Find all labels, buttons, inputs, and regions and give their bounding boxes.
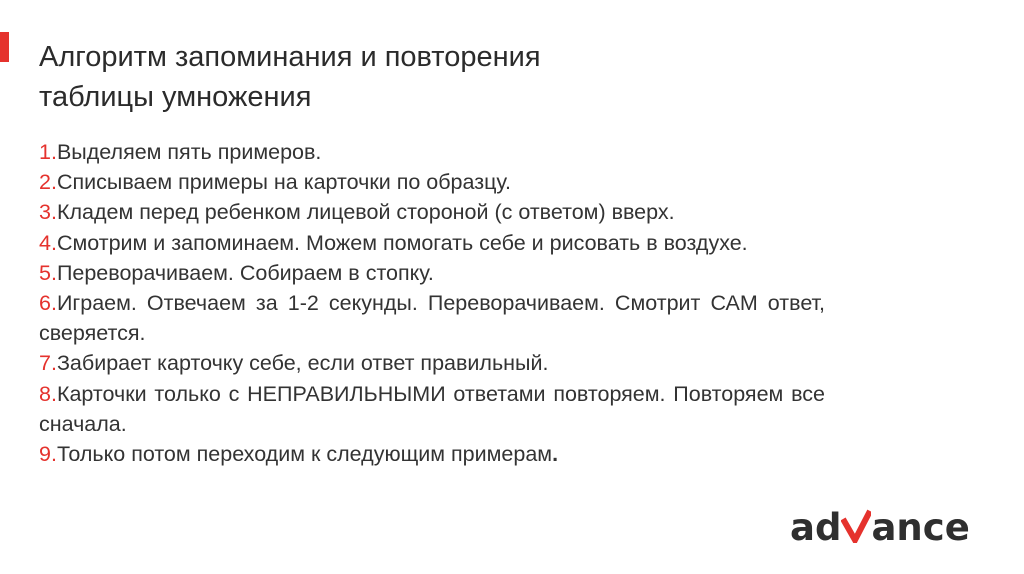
step-item xyxy=(39,167,825,197)
step-item xyxy=(39,439,825,469)
step-item xyxy=(39,197,825,227)
step-number: 8. xyxy=(39,381,57,406)
advance-logo xyxy=(790,502,990,554)
steps-list xyxy=(39,137,825,469)
logo-text-end: ance xyxy=(871,506,970,549)
step-number: 1. xyxy=(39,140,57,164)
step-text: Переворачиваем. Собираем в стопку. xyxy=(56,260,434,285)
step-item xyxy=(39,348,825,378)
step-item xyxy=(39,379,825,439)
step-text: Выделяем пять примеров. xyxy=(56,140,322,164)
step-text: Кладем перед ребенком лицевой стороной (с ответом) вверх. xyxy=(56,200,675,225)
slide-title-line-1: Алгоритм запоминания и повторения xyxy=(39,41,541,73)
step-item xyxy=(39,258,825,288)
accent-bar xyxy=(0,32,9,62)
step-text: Только потом переходим к следующим примерам xyxy=(56,442,553,467)
step-item xyxy=(39,288,825,348)
step-text: Забирает карточку себе, если ответ правильный. xyxy=(56,351,549,376)
step-number: 4. xyxy=(39,230,57,255)
step-number: 3. xyxy=(39,200,57,225)
slide-title xyxy=(39,37,799,117)
step-number: 5. xyxy=(39,260,57,285)
step-number: 2. xyxy=(39,170,57,195)
step-text: Списываем примеры на карточки по образцу. xyxy=(56,170,511,195)
check-mark-icon xyxy=(841,505,871,539)
step-number: 9. xyxy=(39,442,57,467)
step-end-period: . xyxy=(552,442,559,467)
step-text: Играем. Отвечаем за 1-2 секунды. Переворачиваем. Смотрит САМ ответ, сверяется. xyxy=(39,291,825,346)
step-item xyxy=(39,137,825,167)
logo-text-start: ad xyxy=(790,506,842,549)
step-number: 6. xyxy=(39,291,57,316)
step-text: Карточки только с НЕПРАВИЛЬНЫМИ ответами повторяем. Повторяем все сначала. xyxy=(39,381,825,436)
step-item xyxy=(39,228,825,258)
step-text: Смотрим и запоминаем. Можем помогать себе и рисовать в воздухе. xyxy=(56,230,748,255)
step-number: 7. xyxy=(39,351,57,376)
slide-title-line-2: таблицы умножения xyxy=(39,81,312,113)
